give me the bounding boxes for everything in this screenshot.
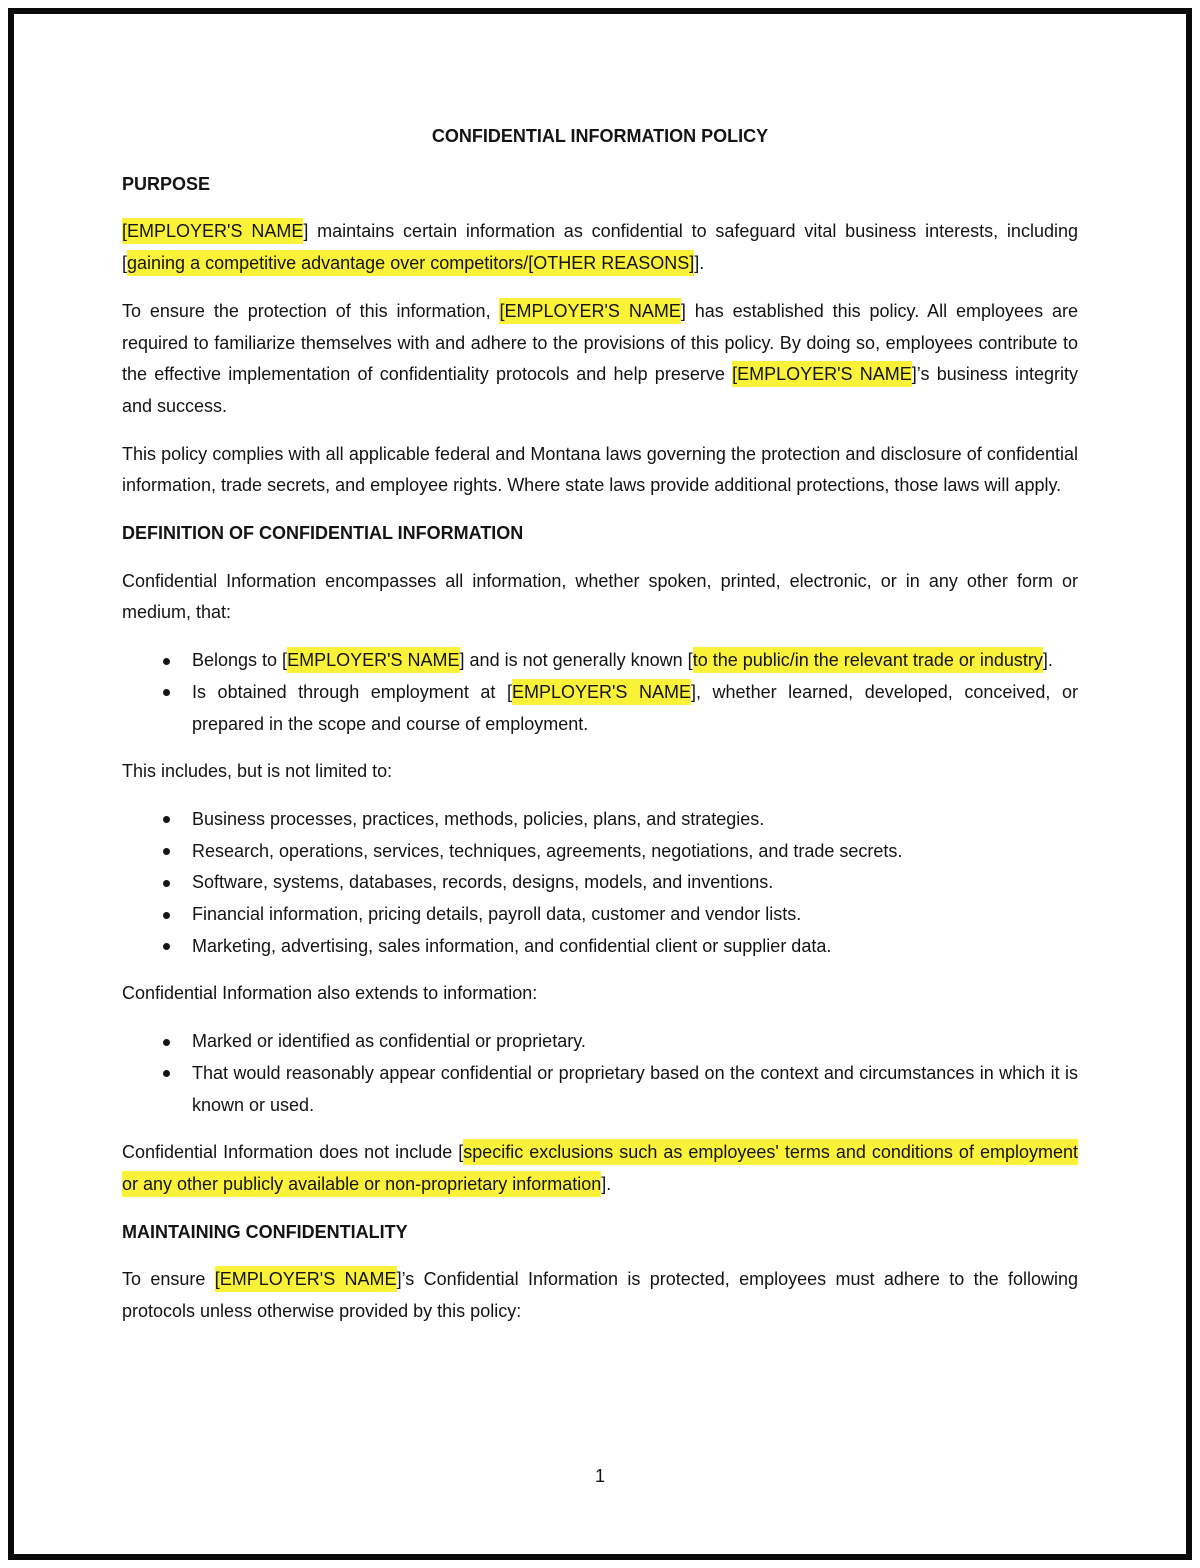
paragraph bbox=[122, 756, 1078, 788]
highlighted-placeholder: gaining a competitive advantage over competitors/[OTHER REASONS] bbox=[127, 250, 694, 276]
text-run: ]’s Confidential Information is protected, employees must adhere to the following protocols unless otherwise provided by this policy: bbox=[122, 1269, 1078, 1322]
text-run: Software, systems, databases, records, designs, models, and inventions. bbox=[192, 872, 774, 893]
section-heading: PURPOSE bbox=[122, 173, 211, 194]
highlighted-placeholder: [EMPLOYER'S NAME bbox=[499, 298, 680, 324]
text-run: Is obtained through employment at [ bbox=[192, 681, 512, 702]
highlighted-placeholder: EMPLOYER'S NAME bbox=[287, 647, 459, 673]
text-run: That would reasonably appear confidential or proprietary based on the context and circumstances in which it is known or used. bbox=[192, 1062, 1078, 1115]
paragraph bbox=[122, 1264, 1078, 1327]
list-item bbox=[192, 836, 1078, 868]
text-run: This policy complies with all applicable federal and Montana laws governing the protection and disclosure of confidential information, trade secrets, and employee rights. Where state laws provide additional protections, those laws will apply. bbox=[122, 443, 1078, 496]
text-run: Financial information, pricing details, payroll data, customer and vendor lists. bbox=[192, 904, 802, 925]
section-heading: DEFINITION OF CONFIDENTIAL INFORMATION bbox=[122, 523, 524, 544]
list-item bbox=[192, 645, 1078, 677]
paragraph bbox=[122, 439, 1078, 502]
text-run: ]. bbox=[601, 1173, 612, 1194]
text-run: This includes, but is not limited to: bbox=[122, 761, 393, 782]
highlighted-placeholder: EMPLOYER'S NAME bbox=[512, 679, 691, 705]
section-heading: MAINTAINING CONFIDENTIALITY bbox=[122, 1221, 408, 1242]
bullet-list bbox=[122, 804, 1078, 963]
text-run: Business processes, practices, methods, policies, plans, and strategies. bbox=[192, 808, 765, 829]
text-run: To ensure the protection of this information, bbox=[122, 300, 500, 321]
document-title: CONFIDENTIAL INFORMATION POLICY bbox=[431, 126, 769, 146]
text-run: Research, operations, services, techniques, agreements, negotiations, and trade secrets. bbox=[192, 840, 903, 861]
list-item bbox=[192, 899, 1078, 931]
list-item bbox=[192, 804, 1078, 836]
paragraph bbox=[122, 296, 1078, 423]
text-run: Marked or identified as confidential or proprietary. bbox=[192, 1031, 586, 1052]
document-body bbox=[122, 121, 1078, 1344]
text-run: Belongs to [ bbox=[192, 650, 288, 671]
text-run: ], whether learned, developed, conceived, or prepared in the scope and course of employment. bbox=[192, 681, 1078, 734]
text-run: ] has established this policy. All employees are required to familiarize themselves with and adhere to the provisions of this policy. By doing so, employees contribute to the effective implementation of confidentiality protocols and help preserve bbox=[122, 300, 1078, 385]
highlighted-placeholder: [EMPLOYER'S NAME bbox=[215, 1266, 397, 1292]
bullet-list bbox=[122, 1026, 1078, 1121]
text-run: Confidential Information encompasses all information, whether spoken, printed, electronic, or in any other form or medium, that: bbox=[122, 570, 1078, 623]
paragraph bbox=[122, 1137, 1078, 1200]
paragraph bbox=[122, 216, 1078, 279]
paragraph bbox=[122, 566, 1078, 629]
paragraph bbox=[122, 978, 1078, 1010]
text-run: Confidential Information does not include [ bbox=[122, 1142, 464, 1163]
highlighted-placeholder: to the public/in the relevant trade or industry bbox=[693, 647, 1043, 673]
list-item bbox=[192, 677, 1078, 740]
text-run: Confidential Information also extends to information: bbox=[122, 983, 538, 1004]
text-run: To ensure bbox=[122, 1269, 215, 1290]
list-item bbox=[192, 867, 1078, 899]
highlighted-placeholder: [EMPLOYER'S NAME bbox=[732, 361, 912, 387]
text-run: ]. bbox=[694, 253, 705, 274]
list-item bbox=[192, 931, 1078, 963]
text-run: ] and is not generally known [ bbox=[459, 650, 693, 671]
document-content bbox=[122, 169, 1078, 1328]
text-run: Marketing, advertising, sales information, and confidential client or supplier data. bbox=[192, 935, 832, 956]
highlighted-placeholder: specific exclusions such as employees' terms and conditions of employment or any other publicly available or non-proprietary information bbox=[122, 1139, 1078, 1197]
text-run: ] maintains certain information as confidential to safeguard vital business interests, including [ bbox=[122, 221, 1078, 274]
list-item bbox=[192, 1058, 1078, 1121]
bullet-list bbox=[122, 645, 1078, 740]
highlighted-placeholder: [EMPLOYER'S NAME bbox=[122, 218, 303, 244]
list-item bbox=[192, 1026, 1078, 1058]
text-run: ]. bbox=[1042, 650, 1053, 671]
text-run: ]’s business integrity and success. bbox=[122, 364, 1079, 416]
page-number: 1 bbox=[594, 1466, 605, 1486]
